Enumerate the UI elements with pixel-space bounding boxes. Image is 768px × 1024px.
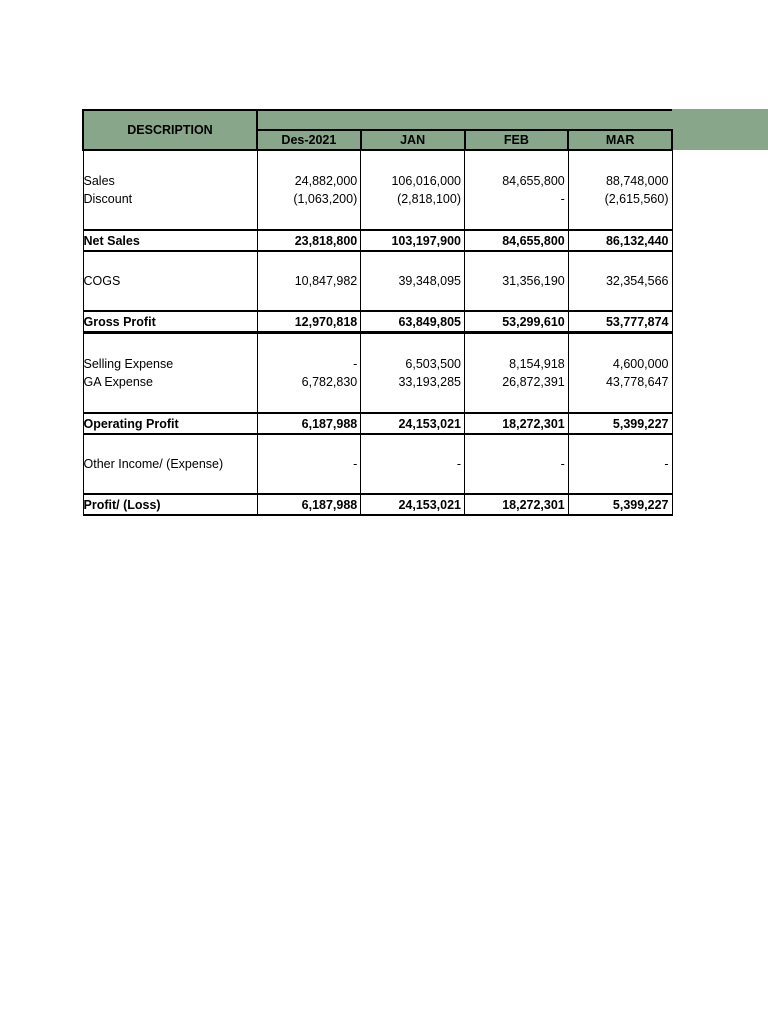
discount-value: (2,818,100)	[397, 192, 461, 206]
net-sales-value: 23,818,800	[257, 230, 361, 251]
profit-loss-value: 5,399,227	[568, 494, 672, 515]
discount-label: Discount	[83, 192, 133, 206]
month-header-mar: MAR	[568, 130, 672, 150]
operating-profit-row	[83, 413, 672, 434]
expense-cell	[465, 333, 569, 414]
discount-value: (1,063,200)	[293, 192, 358, 206]
sales-value: 106,016,000	[391, 174, 461, 188]
profit-loss-table	[82, 109, 673, 516]
expense-cell	[568, 333, 672, 414]
profit-loss-label: Profit/ (Loss)	[83, 494, 257, 515]
selling-expense-value: 8,154,918	[509, 357, 565, 371]
operating-profit-label: Operating Profit	[83, 413, 257, 434]
cogs-value: 31,356,190	[465, 251, 569, 311]
ga-expense-value: 33,193,285	[398, 375, 461, 389]
header-band-extension	[670, 109, 768, 150]
gross-profit-label: Gross Profit	[83, 311, 257, 333]
sales-discount-cell	[361, 150, 465, 230]
profit-loss-value: 6,187,988	[257, 494, 361, 515]
gross-profit-value: 53,777,874	[568, 311, 672, 333]
other-income-value: -	[361, 434, 465, 494]
cogs-label: COGS	[83, 251, 257, 311]
sales-discount-labels	[83, 150, 257, 230]
net-sales-value: 86,132,440	[568, 230, 672, 251]
sales-label: Sales	[83, 174, 115, 188]
gross-profit-value: 53,299,610	[465, 311, 569, 333]
gross-profit-value: 63,849,805	[361, 311, 465, 333]
selling-expense-value: 6,503,500	[405, 357, 461, 371]
ga-expense-value: 26,872,391	[502, 375, 565, 389]
other-income-value: -	[568, 434, 672, 494]
selling-expense-value: -	[353, 357, 358, 371]
profit-loss-sheet	[82, 109, 671, 516]
operating-profit-value: 6,187,988	[257, 413, 361, 434]
month-header-jan: JAN	[361, 130, 465, 150]
net-sales-value: 103,197,900	[361, 230, 465, 251]
gross-profit-value: 12,970,818	[257, 311, 361, 333]
other-income-row	[83, 434, 672, 494]
month-header-feb: FEB	[465, 130, 569, 150]
month-header-des2021: Des-2021	[257, 130, 361, 150]
other-income-value: -	[465, 434, 569, 494]
sales-discount-row	[83, 150, 672, 230]
cogs-value: 32,354,566	[568, 251, 672, 311]
discount-value: (2,615,560)	[604, 192, 669, 206]
sales-discount-cell	[465, 150, 569, 230]
other-income-value: -	[257, 434, 361, 494]
profit-loss-value: 18,272,301	[465, 494, 569, 515]
operating-profit-value: 24,153,021	[361, 413, 465, 434]
sales-value: 24,882,000	[294, 174, 358, 188]
discount-value: -	[560, 192, 565, 206]
profit-loss-value: 24,153,021	[361, 494, 465, 515]
ga-expense-value: 6,782,830	[301, 375, 358, 389]
gross-profit-row	[83, 311, 672, 333]
selling-expense-value: 4,600,000	[612, 357, 669, 371]
expense-row	[83, 333, 672, 414]
net-sales-label: Net Sales	[83, 230, 257, 251]
header-row-top	[83, 110, 672, 130]
period-header-band	[257, 110, 672, 130]
operating-profit-value: 18,272,301	[465, 413, 569, 434]
sales-value: 88,748,000	[605, 174, 669, 188]
sales-discount-cell	[257, 150, 361, 230]
expense-cell	[257, 333, 361, 414]
ga-expense-label: GA Expense	[83, 375, 153, 389]
sales-value: 84,655,800	[502, 174, 565, 188]
ga-expense-value: 43,778,647	[605, 375, 669, 389]
cogs-value: 39,348,095	[361, 251, 465, 311]
cogs-value: 10,847,982	[257, 251, 361, 311]
net-sales-row	[83, 230, 672, 251]
operating-profit-value: 5,399,227	[568, 413, 672, 434]
cogs-row	[83, 251, 672, 311]
other-income-label: Other Income/ (Expense)	[83, 434, 257, 494]
description-header: DESCRIPTION	[83, 110, 257, 150]
expense-cell	[361, 333, 465, 414]
net-sales-value: 84,655,800	[465, 230, 569, 251]
selling-expense-label: Selling Expense	[83, 357, 174, 371]
profit-loss-row	[83, 494, 672, 515]
sales-discount-cell	[568, 150, 672, 230]
expense-labels	[83, 333, 257, 414]
